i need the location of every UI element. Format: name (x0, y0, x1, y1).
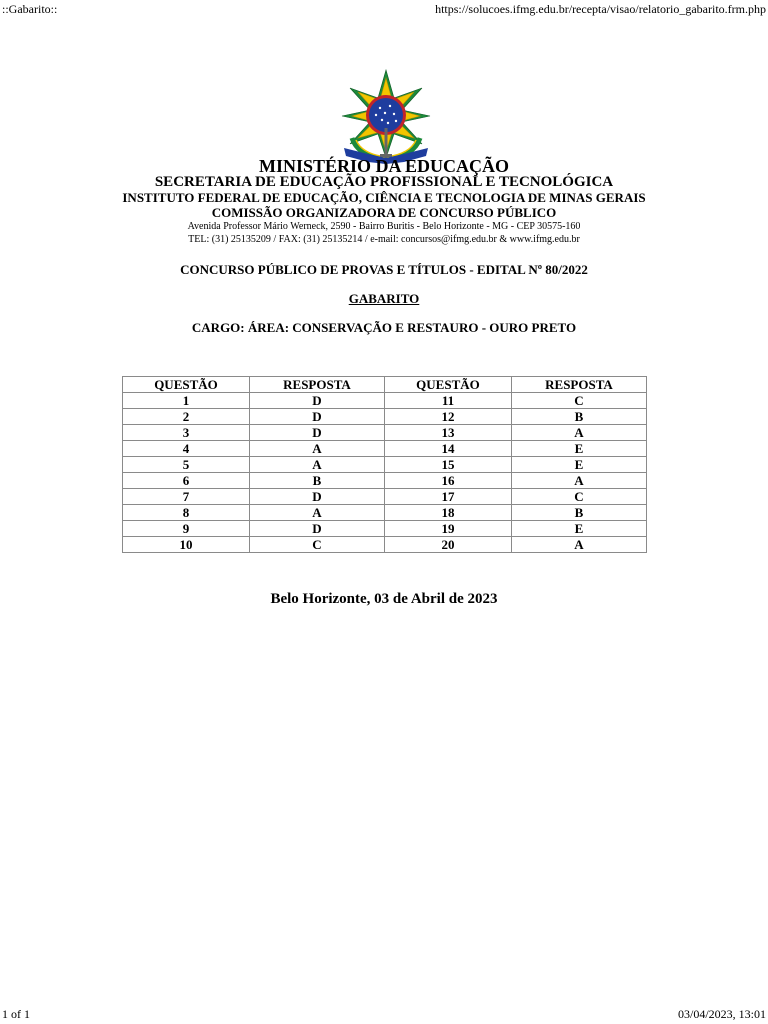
question-cell: 10 (123, 537, 250, 553)
signoff-date: Belo Horizonte, 03 de Abril de 2023 (270, 591, 498, 607)
ministry-title: MINISTÉRIO DA EDUCAÇÃO (258, 156, 510, 176)
question-cell: 9 (123, 521, 250, 537)
question-cell: 11 (384, 393, 511, 409)
answer-cell: A (249, 505, 384, 521)
contact-line: TEL: (31) 25135209 / FAX: (31) 25135214 / e-mail: concursos@ifmg.edu.br & www.ifmg.edu.br (188, 234, 580, 245)
table-row (123, 457, 647, 473)
answer-cell: E (511, 457, 646, 473)
print-url: https://solucoes.ifmg.edu.br/recepta/visao/relatorio_gabarito.frm.php (435, 2, 766, 16)
column-header: RESPOSTA (249, 377, 384, 393)
page-number: 1 of 1 (2, 1007, 30, 1021)
answer-cell: A (249, 457, 384, 473)
answer-cell: C (511, 393, 646, 409)
concurso-title: CONCURSO PÚBLICO DE PROVAS E TÍTULOS - EDITAL Nº 80/2022 (180, 262, 588, 277)
answer-cell: A (511, 537, 646, 553)
question-cell: 12 (384, 409, 511, 425)
question-cell: 13 (384, 425, 511, 441)
answer-cell: D (249, 425, 384, 441)
answer-cell: C (249, 537, 384, 553)
question-cell: 18 (384, 505, 511, 521)
table-row (123, 521, 647, 537)
answer-cell: E (511, 441, 646, 457)
answer-cell: B (249, 473, 384, 489)
brazil-coat-of-arms-icon (338, 68, 434, 164)
answer-cell: D (249, 409, 384, 425)
print-footer (2, 1008, 766, 1022)
question-cell: 4 (123, 441, 250, 457)
table-row (123, 441, 647, 457)
question-cell: 8 (123, 505, 250, 521)
question-cell: 3 (123, 425, 250, 441)
print-datetime: 03/04/2023, 13:01 (677, 1007, 766, 1021)
answer-cell: D (249, 521, 384, 537)
commission-title: COMISSÃO ORGANIZADORA DE CONCURSO PÚBLICO (211, 205, 557, 220)
table-row (123, 505, 647, 521)
question-cell: 1 (123, 393, 250, 409)
answer-cell: B (511, 409, 646, 425)
question-cell: 2 (123, 409, 250, 425)
secretariat-title: SECRETARIA DE EDUCAÇÃO PROFISSIONAL E TECNOLÓGICA (154, 174, 614, 190)
table-row (123, 489, 647, 505)
institute-title: INSTITUTO FEDERAL DE EDUCAÇÃO, CIÊNCIA E TECNOLOGIA DE MINAS GERAIS (122, 190, 646, 205)
question-cell: 19 (384, 521, 511, 537)
question-cell: 15 (384, 457, 511, 473)
answer-cell: C (511, 489, 646, 505)
column-header: QUESTÃO (123, 377, 250, 393)
print-title: ::Gabarito:: (2, 2, 58, 16)
question-cell: 14 (384, 441, 511, 457)
gabarito-heading: GABARITO (348, 291, 420, 306)
answer-cell: E (511, 521, 646, 537)
table-row (123, 473, 647, 489)
table-row (123, 537, 647, 553)
table-row (123, 425, 647, 441)
column-header: QUESTÃO (384, 377, 511, 393)
question-cell: 20 (384, 537, 511, 553)
answer-cell: A (511, 473, 646, 489)
question-cell: 6 (123, 473, 250, 489)
table-row (123, 409, 647, 425)
question-cell: 7 (123, 489, 250, 505)
cargo-title: CARGO: ÁREA: CONSERVAÇÃO E RESTAURO - OURO PRETO (191, 320, 577, 335)
table-row (123, 393, 647, 409)
question-cell: 5 (123, 457, 250, 473)
question-cell: 17 (384, 489, 511, 505)
answer-cell: D (249, 489, 384, 505)
table-header-row (123, 377, 647, 393)
address-line: Avenida Professor Mário Werneck, 2590 - Bairro Buritis - Belo Horizonte - MG - CEP 30575-160 (187, 221, 581, 232)
answer-cell: D (249, 393, 384, 409)
answer-cell: B (511, 505, 646, 521)
question-cell: 16 (384, 473, 511, 489)
answer-cell: A (511, 425, 646, 441)
column-header: RESPOSTA (511, 377, 646, 393)
answer-cell: A (249, 441, 384, 457)
answer-key-table (122, 376, 647, 553)
